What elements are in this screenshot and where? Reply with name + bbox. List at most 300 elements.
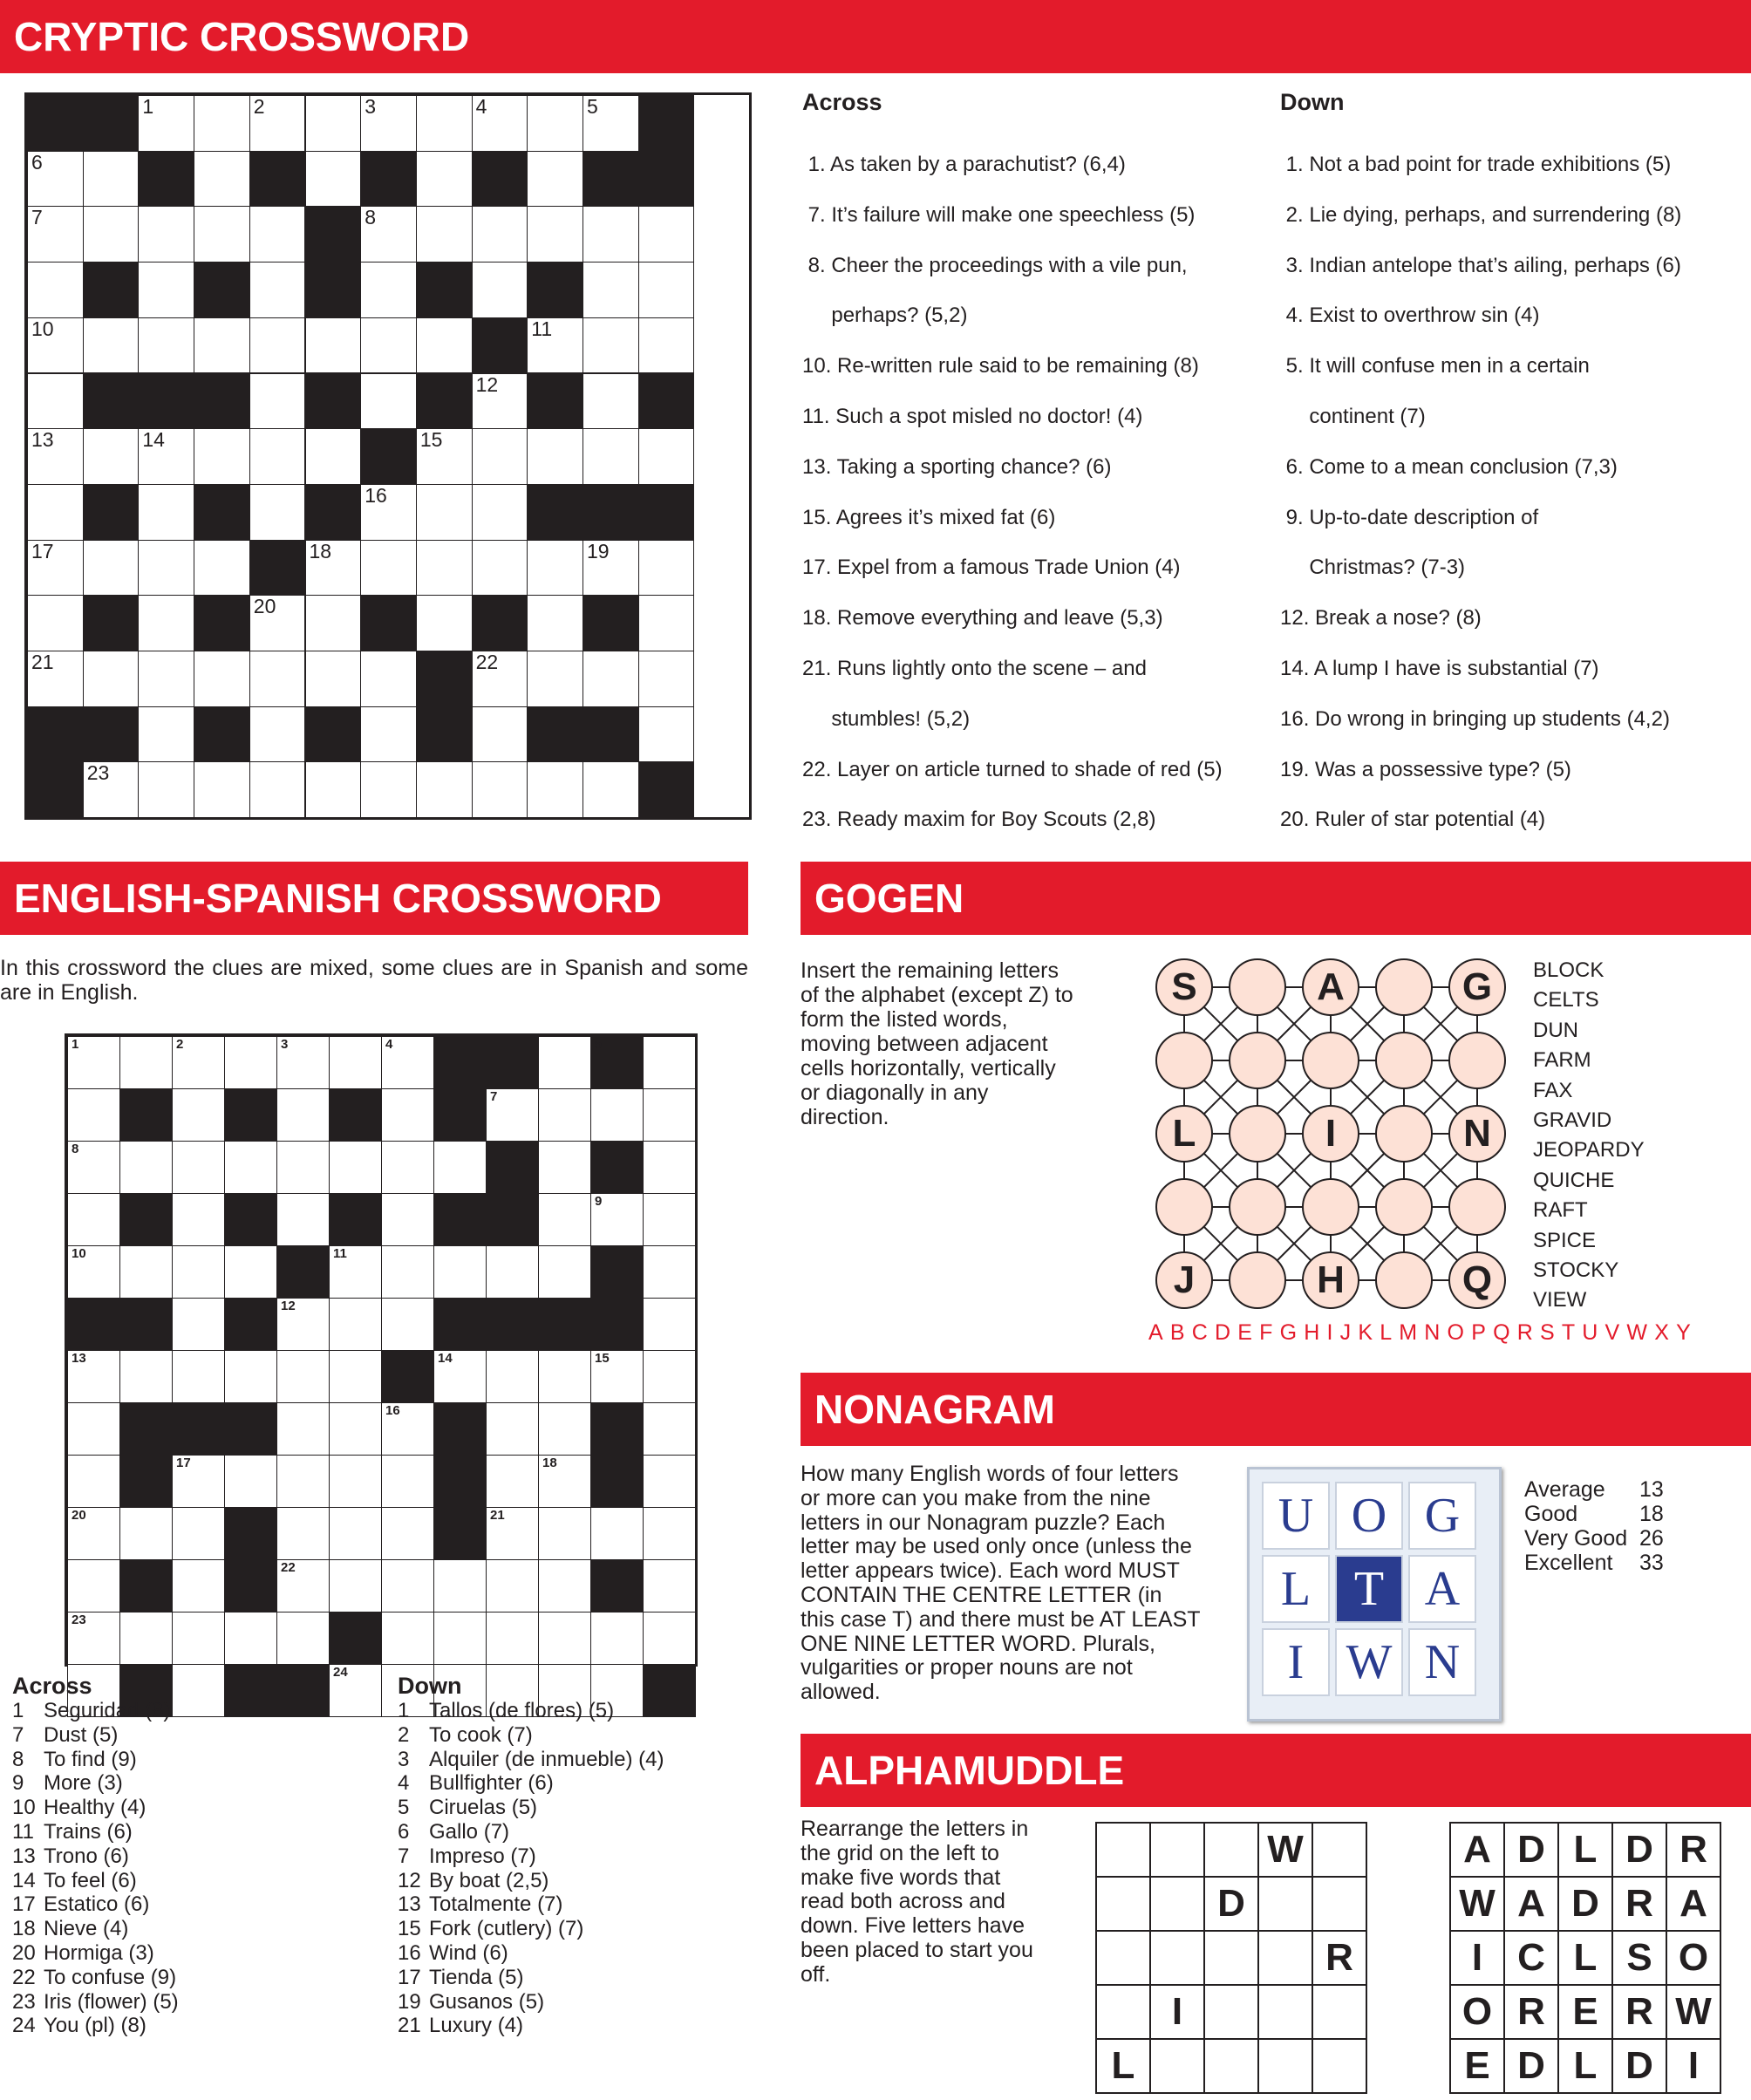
- grid-cell[interactable]: [638, 317, 695, 374]
- black-square: [83, 706, 140, 763]
- grid-cell[interactable]: [329, 1455, 382, 1508]
- grid-cell[interactable]: [329, 1141, 382, 1194]
- gogen-empty-cell[interactable]: [1375, 1032, 1433, 1089]
- gogen-empty-cell[interactable]: [1155, 1032, 1213, 1089]
- alphamuddle-answer-cell[interactable]: [1149, 1930, 1205, 1986]
- alphabet-letter: Y: [1676, 1320, 1691, 1345]
- grid-cell[interactable]: [583, 95, 639, 152]
- grid-cell[interactable]: [276, 1612, 330, 1665]
- grid-cell[interactable]: [27, 651, 84, 707]
- grid-cell[interactable]: [329, 1664, 382, 1717]
- grid-cell[interactable]: [381, 1141, 434, 1194]
- grid-cell[interactable]: [472, 761, 528, 818]
- grid-cell[interactable]: [138, 651, 194, 707]
- grid-cell[interactable]: [538, 1350, 591, 1403]
- grid-cell[interactable]: [643, 1298, 696, 1351]
- gogen-empty-cell[interactable]: [1448, 1032, 1506, 1089]
- clue-text: Trono (6): [44, 1844, 129, 1868]
- grid-cell[interactable]: [472, 484, 528, 541]
- grid-cell[interactable]: [527, 151, 583, 208]
- grid-cell[interactable]: [138, 540, 194, 597]
- gogen-empty-cell[interactable]: [1229, 1105, 1286, 1162]
- grid-cell[interactable]: [224, 1245, 277, 1299]
- grid-cell[interactable]: [643, 1141, 696, 1194]
- alphamuddle-answer-cell[interactable]: [1095, 1930, 1151, 1986]
- grid-cell[interactable]: [472, 706, 528, 763]
- grid-cell[interactable]: [472, 373, 528, 430]
- grid-cell[interactable]: [172, 1193, 225, 1246]
- grid-cell[interactable]: [194, 95, 250, 152]
- grid-cell[interactable]: [486, 1245, 539, 1299]
- grid-cell[interactable]: [27, 262, 84, 318]
- grid-cell[interactable]: [249, 651, 306, 707]
- grid-cell[interactable]: [83, 206, 140, 262]
- cryptic-crossword-title: CRYPTIC CROSSWORD: [14, 14, 470, 59]
- grid-cell[interactable]: [433, 1141, 487, 1194]
- cryptic-down-clues: [1280, 140, 1681, 845]
- grid-cell[interactable]: [83, 761, 140, 818]
- grid-cell[interactable]: [305, 540, 362, 597]
- grid-cell[interactable]: [638, 428, 695, 485]
- grid-cell[interactable]: [472, 428, 528, 485]
- grid-cell[interactable]: [360, 317, 417, 374]
- grid-cell[interactable]: [194, 317, 250, 374]
- grid-cell[interactable]: [643, 1507, 696, 1560]
- grid-cell[interactable]: [276, 1559, 330, 1612]
- grid-cell[interactable]: [590, 1612, 644, 1665]
- grid-cell[interactable]: [224, 1036, 277, 1089]
- grid-cell[interactable]: [329, 1245, 382, 1299]
- grid-cell[interactable]: [249, 373, 306, 430]
- alphamuddle-answer-cell[interactable]: [1095, 1876, 1151, 1932]
- gogen-empty-cell[interactable]: [1229, 1251, 1286, 1309]
- grid-cell[interactable]: [329, 1350, 382, 1403]
- alphamuddle-answer-cell[interactable]: [1095, 1822, 1151, 1878]
- grid-cell[interactable]: [194, 151, 250, 208]
- grid-cell[interactable]: [305, 95, 362, 152]
- grid-cell[interactable]: [643, 1193, 696, 1246]
- grid-cell[interactable]: [381, 1245, 434, 1299]
- grid-cell[interactable]: [472, 95, 528, 152]
- cryptic-crossword-banner: [0, 0, 1751, 73]
- clue: [12, 1917, 179, 1941]
- clue: [12, 1966, 179, 1990]
- grid-cell[interactable]: [276, 1193, 330, 1246]
- grid-cell[interactable]: [305, 317, 362, 374]
- grid-cell[interactable]: [527, 317, 583, 374]
- alphamuddle-answer-cell[interactable]: [1312, 1984, 1367, 2040]
- grid-cell[interactable]: [527, 540, 583, 597]
- gogen-empty-cell[interactable]: [1229, 1178, 1286, 1236]
- grid-cell[interactable]: [381, 1507, 434, 1560]
- grid-cell[interactable]: [329, 1036, 382, 1089]
- grid-cell[interactable]: [138, 95, 194, 152]
- grid-cell[interactable]: [381, 1559, 434, 1612]
- grid-cell[interactable]: [138, 595, 194, 651]
- gogen-empty-cell[interactable]: [1229, 958, 1286, 1016]
- grid-cell[interactable]: [643, 1455, 696, 1508]
- black-square: [638, 95, 695, 152]
- grid-cell[interactable]: [67, 1612, 120, 1665]
- clue-number: 16: [398, 1940, 421, 1965]
- grid-cell[interactable]: [276, 1350, 330, 1403]
- alphabet-letter: E: [1237, 1320, 1252, 1345]
- grid-cell[interactable]: [527, 95, 583, 152]
- gogen-empty-cell[interactable]: [1375, 1105, 1433, 1162]
- grid-cell[interactable]: [538, 1193, 591, 1246]
- grid-cell[interactable]: [433, 1350, 487, 1403]
- grid-cell[interactable]: [486, 1455, 539, 1508]
- grid-cell[interactable]: [360, 373, 417, 430]
- grid-cell[interactable]: [486, 1612, 539, 1665]
- grid-cell[interactable]: [276, 1402, 330, 1456]
- grid-cell[interactable]: [172, 1664, 225, 1717]
- alphamuddle-letter-cell: A: [1503, 1876, 1559, 1932]
- grid-cell[interactable]: [224, 1141, 277, 1194]
- gogen-empty-cell[interactable]: [1375, 1251, 1433, 1309]
- grid-cell[interactable]: [172, 1612, 225, 1665]
- grid-cell[interactable]: [381, 1612, 434, 1665]
- grid-cell[interactable]: [527, 595, 583, 651]
- grid-cell[interactable]: [583, 428, 639, 485]
- grid-cell[interactable]: [538, 1402, 591, 1456]
- alphamuddle-answer-cell[interactable]: [1312, 1876, 1367, 1932]
- grid-cell[interactable]: [583, 317, 639, 374]
- grid-cell[interactable]: [472, 651, 528, 707]
- alphamuddle-answer-cell[interactable]: [1257, 1876, 1313, 1932]
- gogen-empty-cell[interactable]: [1448, 1178, 1506, 1236]
- grid-cell[interactable]: [527, 761, 583, 818]
- clue-number: 4: [398, 1771, 410, 1796]
- grid-cell[interactable]: [138, 206, 194, 262]
- grid-cell[interactable]: [472, 206, 528, 262]
- black-square: [119, 1402, 173, 1456]
- grid-cell[interactable]: [538, 1088, 591, 1142]
- grid-cell[interactable]: [194, 651, 250, 707]
- grid-cell[interactable]: [305, 651, 362, 707]
- grid-cell[interactable]: [172, 1088, 225, 1142]
- grid-cell[interactable]: [138, 428, 194, 485]
- grid-cell[interactable]: [83, 540, 140, 597]
- grid-cell[interactable]: [67, 1193, 120, 1246]
- black-square: [527, 484, 583, 541]
- grid-cell[interactable]: [249, 317, 306, 374]
- alphabet-letter: P: [1471, 1320, 1486, 1345]
- grid-cell[interactable]: [172, 1507, 225, 1560]
- grid-cell[interactable]: [27, 373, 84, 430]
- grid-cell[interactable]: [360, 206, 417, 262]
- alphamuddle-letter-cell: R: [1611, 1876, 1667, 1932]
- grid-cell[interactable]: [249, 595, 306, 651]
- alphamuddle-answer-cell[interactable]: [1203, 1822, 1259, 1878]
- grid-cell[interactable]: [472, 262, 528, 318]
- black-square: [224, 1088, 277, 1142]
- grid-cell[interactable]: [27, 540, 84, 597]
- grid-cell[interactable]: [583, 540, 639, 597]
- grid-cell[interactable]: [583, 761, 639, 818]
- grid-cell[interactable]: [416, 95, 473, 152]
- grid-cell[interactable]: [643, 1402, 696, 1456]
- grid-cell[interactable]: [381, 1298, 434, 1351]
- alphamuddle-answer-cell[interactable]: [1203, 2038, 1259, 2094]
- alphamuddle-answer-cell[interactable]: [1257, 2038, 1313, 2094]
- grid-cell[interactable]: [67, 1402, 120, 1456]
- grid-cell[interactable]: [643, 1612, 696, 1665]
- grid-cell[interactable]: [433, 1559, 487, 1612]
- grid-cell[interactable]: [638, 540, 695, 597]
- grid-cell[interactable]: [172, 1455, 225, 1508]
- clue: [12, 1820, 179, 1844]
- grid-cell[interactable]: [67, 1036, 120, 1089]
- grid-cell[interactable]: [249, 761, 306, 818]
- alphamuddle-answer-cell[interactable]: [1312, 2038, 1367, 2094]
- grid-cell[interactable]: [433, 1612, 487, 1665]
- grid-cell[interactable]: [224, 1455, 277, 1508]
- nonagram-letter: U: [1262, 1482, 1330, 1550]
- grid-cell[interactable]: [527, 206, 583, 262]
- grid-cell[interactable]: [172, 1350, 225, 1403]
- grid-cell[interactable]: [381, 1402, 434, 1456]
- grid-cell[interactable]: [119, 1507, 173, 1560]
- grid-cell[interactable]: [83, 651, 140, 707]
- grid-cell[interactable]: [638, 651, 695, 707]
- grid-cell[interactable]: [643, 1559, 696, 1612]
- grid-cell[interactable]: [416, 595, 473, 651]
- alphamuddle-letter-cell: L: [1557, 1930, 1613, 1986]
- grid-cell[interactable]: [119, 1141, 173, 1194]
- grid-cell[interactable]: [583, 651, 639, 707]
- alphamuddle-letter-cell: R: [1666, 1822, 1721, 1878]
- grid-cell[interactable]: [67, 1088, 120, 1142]
- grid-cell[interactable]: [83, 317, 140, 374]
- grid-cell[interactable]: [276, 1088, 330, 1142]
- grid-cell[interactable]: [249, 262, 306, 318]
- grid-cell[interactable]: [119, 1612, 173, 1665]
- grid-cell[interactable]: [381, 1193, 434, 1246]
- grid-cell[interactable]: [486, 1559, 539, 1612]
- grid-cell[interactable]: [27, 206, 84, 262]
- grid-cell[interactable]: [416, 761, 473, 818]
- gogen-empty-cell[interactable]: [1302, 1178, 1359, 1236]
- grid-cell[interactable]: [249, 206, 306, 262]
- alphamuddle-answer-cell[interactable]: [1149, 2038, 1205, 2094]
- grid-cell[interactable]: [538, 1141, 591, 1194]
- grid-cell[interactable]: [381, 1036, 434, 1089]
- alphabet-letter: G: [1279, 1320, 1298, 1345]
- grid-cell[interactable]: [249, 706, 306, 763]
- gogen-empty-cell[interactable]: [1375, 1178, 1433, 1236]
- grid-cell[interactable]: [224, 1612, 277, 1665]
- clue: JEOPARDY: [1533, 1138, 1645, 1162]
- grid-cell[interactable]: [67, 1559, 120, 1612]
- grid-cell[interactable]: [416, 151, 473, 208]
- grid-cell[interactable]: [486, 1507, 539, 1560]
- clue: BLOCK: [1533, 958, 1605, 982]
- alphamuddle-letter-cell: S: [1611, 1930, 1667, 1986]
- grid-cell[interactable]: [249, 95, 306, 152]
- grid-cell[interactable]: [416, 484, 473, 541]
- grid-cell[interactable]: [172, 1245, 225, 1299]
- grid-cell[interactable]: [538, 1612, 591, 1665]
- grid-cell[interactable]: [638, 206, 695, 262]
- es-across-clues: [12, 1699, 179, 2038]
- grid-cell[interactable]: [276, 1298, 330, 1351]
- alphamuddle-letter-cell: D: [1503, 2038, 1559, 2094]
- gogen-given-letter: G: [1448, 958, 1506, 1016]
- grid-cell[interactable]: [119, 1036, 173, 1089]
- alphamuddle-answer-cell[interactable]: [1149, 1876, 1205, 1932]
- grid-cell[interactable]: [67, 1245, 120, 1299]
- grid-cell[interactable]: [583, 262, 639, 318]
- grid-cell[interactable]: [416, 428, 473, 485]
- clue: 16. Do wrong in bringing up students (4,2): [1280, 706, 1670, 731]
- grid-cell[interactable]: [643, 1088, 696, 1142]
- clue-text: Impreso (7): [429, 1844, 536, 1868]
- grid-cell[interactable]: [138, 484, 194, 541]
- grid-cell[interactable]: [329, 1298, 382, 1351]
- gogen-empty-cell[interactable]: [1302, 1032, 1359, 1089]
- grid-cell[interactable]: [67, 1141, 120, 1194]
- grid-cell[interactable]: [433, 1245, 487, 1299]
- grid-cell[interactable]: [67, 1350, 120, 1403]
- grid-cell[interactable]: [27, 151, 84, 208]
- grid-cell[interactable]: [249, 484, 306, 541]
- grid-cell[interactable]: [138, 761, 194, 818]
- grid-cell[interactable]: [638, 706, 695, 763]
- grid-cell[interactable]: [643, 1350, 696, 1403]
- clue-text: Trains (6): [44, 1819, 133, 1844]
- grid-cell[interactable]: [416, 317, 473, 374]
- grid-cell[interactable]: [538, 1245, 591, 1299]
- grid-cell[interactable]: [224, 1350, 277, 1403]
- grid-cell[interactable]: [360, 95, 417, 152]
- alphamuddle-answer-cell[interactable]: [1095, 1984, 1151, 2040]
- gogen-empty-cell[interactable]: [1375, 958, 1433, 1016]
- grid-cell[interactable]: [194, 428, 250, 485]
- grid-cell[interactable]: [486, 1402, 539, 1456]
- grid-cell[interactable]: [172, 1298, 225, 1351]
- grid-cell[interactable]: [276, 1507, 330, 1560]
- clue-number: 23: [12, 1989, 36, 2014]
- black-square: [67, 1298, 120, 1351]
- grid-cell[interactable]: [305, 761, 362, 818]
- grid-cell[interactable]: [194, 761, 250, 818]
- grid-cell[interactable]: [381, 1088, 434, 1142]
- gogen-given-letter: A: [1302, 958, 1359, 1016]
- grid-cell[interactable]: [416, 206, 473, 262]
- grid-cell[interactable]: [590, 1088, 644, 1142]
- grid-cell[interactable]: [381, 1455, 434, 1508]
- grid-cell[interactable]: [276, 1455, 330, 1508]
- black-square: [638, 151, 695, 208]
- grid-cell[interactable]: [276, 1141, 330, 1194]
- grid-cell[interactable]: [360, 484, 417, 541]
- grid-cell[interactable]: [27, 595, 84, 651]
- grid-cell[interactable]: [360, 651, 417, 707]
- alphabet-letter: N: [1424, 1320, 1441, 1345]
- clue-number: 11: [531, 317, 553, 340]
- grid-cell[interactable]: [172, 1141, 225, 1194]
- grid-cell[interactable]: [416, 540, 473, 597]
- grid-cell[interactable]: [590, 1193, 644, 1246]
- grid-cell[interactable]: [329, 1402, 382, 1456]
- alphamuddle-answer-cell[interactable]: [1149, 1822, 1205, 1878]
- grid-cell[interactable]: [138, 706, 194, 763]
- grid-cell[interactable]: [305, 151, 362, 208]
- grid-cell[interactable]: [583, 206, 639, 262]
- grid-cell[interactable]: [119, 1350, 173, 1403]
- grid-cell[interactable]: [538, 1559, 591, 1612]
- grid-cell[interactable]: [194, 206, 250, 262]
- grid-cell[interactable]: [27, 428, 84, 485]
- grid-cell[interactable]: [138, 262, 194, 318]
- alphamuddle-answer-cell: D: [1203, 1876, 1259, 1932]
- grid-cell[interactable]: [590, 1507, 644, 1560]
- grid-cell[interactable]: [360, 540, 417, 597]
- grid-cell[interactable]: [527, 428, 583, 485]
- grid-cell[interactable]: [276, 1036, 330, 1089]
- grid-cell[interactable]: [67, 1507, 120, 1560]
- grid-cell[interactable]: [527, 651, 583, 707]
- grid-cell[interactable]: [329, 1507, 382, 1560]
- clue-number: 1: [142, 95, 154, 118]
- alphamuddle-answer-cell[interactable]: [1257, 1984, 1313, 2040]
- alphamuddle-answer-cell[interactable]: [1312, 1822, 1367, 1878]
- alphamuddle-answer-cell[interactable]: [1257, 1930, 1313, 1986]
- clue-number: 12: [281, 1299, 296, 1313]
- gogen-given-letter: I: [1302, 1105, 1359, 1162]
- grid-cell[interactable]: [249, 428, 306, 485]
- grid-cell[interactable]: [172, 1559, 225, 1612]
- grid-cell[interactable]: [590, 1350, 644, 1403]
- grid-cell[interactable]: [583, 373, 639, 430]
- clue-number: 7: [31, 206, 43, 229]
- grid-cell[interactable]: [638, 595, 695, 651]
- grid-cell[interactable]: [305, 428, 362, 485]
- grid-cell[interactable]: [486, 1088, 539, 1142]
- grid-cell[interactable]: [119, 1245, 173, 1299]
- grid-cell[interactable]: [538, 1455, 591, 1508]
- grid-cell[interactable]: [27, 484, 84, 541]
- grid-cell[interactable]: [83, 151, 140, 208]
- grid-cell[interactable]: [83, 428, 140, 485]
- gogen-empty-cell[interactable]: [1229, 1032, 1286, 1089]
- grid-cell[interactable]: [486, 1350, 539, 1403]
- grid-cell[interactable]: [67, 1455, 120, 1508]
- grid-cell[interactable]: [638, 262, 695, 318]
- grid-cell[interactable]: [172, 1036, 225, 1089]
- rating-score: 13: [1639, 1477, 1664, 1502]
- grid-cell[interactable]: [643, 1036, 696, 1089]
- alphamuddle-answer-cell[interactable]: [1203, 1930, 1259, 1986]
- grid-cell[interactable]: [643, 1245, 696, 1299]
- grid-cell[interactable]: [360, 706, 417, 763]
- alphabet-letter: C: [1191, 1320, 1208, 1345]
- clue-number: 6: [398, 1819, 410, 1844]
- grid-cell[interactable]: [360, 761, 417, 818]
- grid-cell[interactable]: [360, 262, 417, 318]
- grid-cell[interactable]: [194, 540, 250, 597]
- grid-cell[interactable]: [138, 317, 194, 374]
- alphamuddle-answer-cell[interactable]: [1203, 1984, 1259, 2040]
- grid-cell[interactable]: [538, 1036, 591, 1089]
- grid-cell[interactable]: [305, 595, 362, 651]
- gogen-empty-cell[interactable]: [1155, 1178, 1213, 1236]
- grid-cell[interactable]: [538, 1507, 591, 1560]
- grid-cell[interactable]: [329, 1559, 382, 1612]
- grid-cell[interactable]: [472, 540, 528, 597]
- grid-cell[interactable]: [27, 317, 84, 374]
